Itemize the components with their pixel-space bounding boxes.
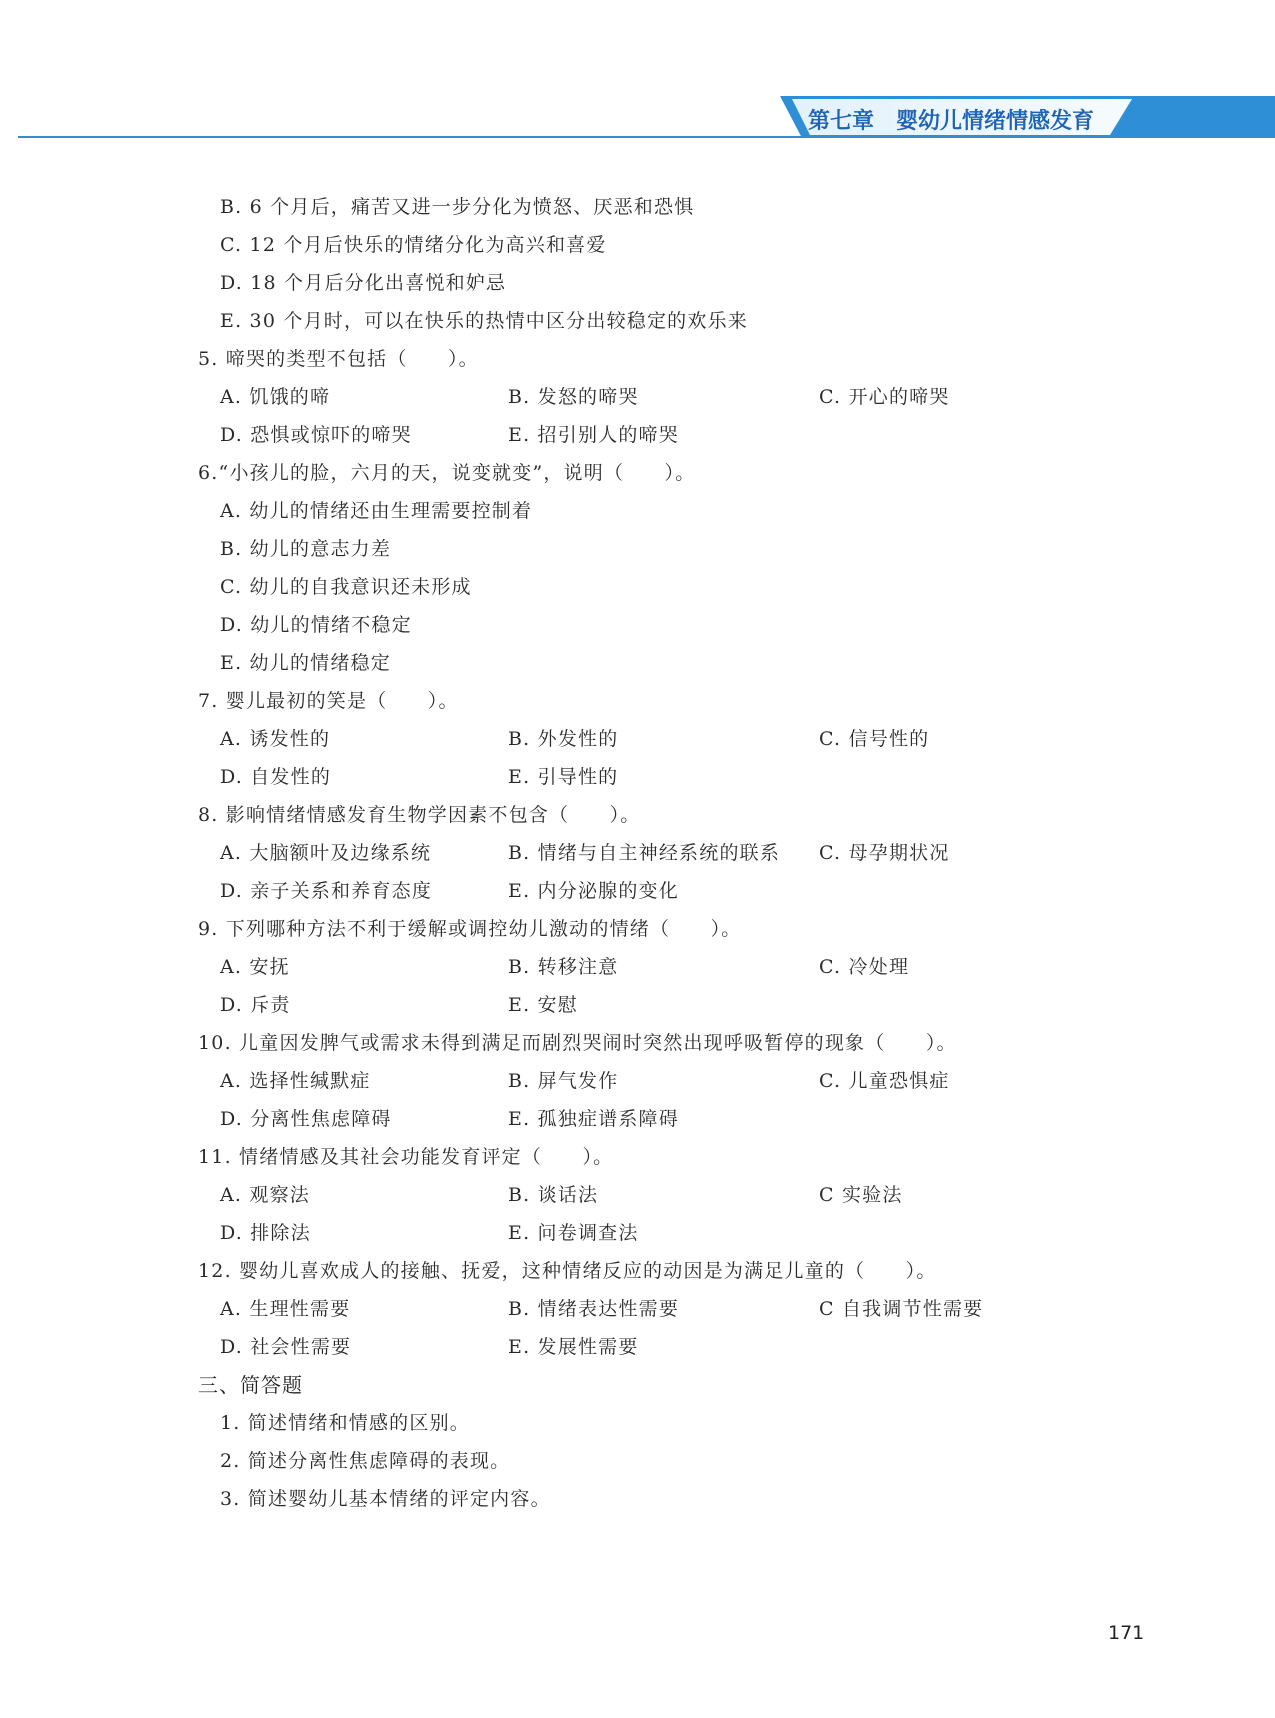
answer-option: C. 母孕期状况 bbox=[819, 842, 950, 864]
page-content bbox=[198, 188, 1078, 1518]
question-line bbox=[198, 1024, 1078, 1062]
question-line bbox=[198, 910, 1078, 948]
answer-option: A. 生理性需要 bbox=[220, 1298, 351, 1320]
answer-option: B. 幼儿的意志力差 bbox=[220, 538, 392, 560]
answer-option: D. 斥责 bbox=[220, 994, 291, 1016]
answer-option: C. 冷处理 bbox=[819, 956, 910, 978]
answer-option: A. 幼儿的情绪还由生理需要控制着 bbox=[220, 500, 533, 522]
answer-option: E. 幼儿的情绪稳定 bbox=[220, 652, 391, 674]
answer-option: A. 诱发性的 bbox=[220, 728, 331, 750]
answer-option: A. 饥饿的啼 bbox=[220, 386, 331, 408]
answer-option: D. 分离性焦虑障碍 bbox=[220, 1108, 392, 1130]
answer-option: A. 大脑额叶及边缘系统 bbox=[220, 842, 432, 864]
option-row bbox=[198, 1214, 1078, 1252]
answer-option: B. 6 个月后，痛苦又进一步分化为愤怒、厌恶和恐惧 bbox=[220, 196, 695, 218]
answer-option: D. 幼儿的情绪不稳定 bbox=[220, 614, 412, 636]
option-line bbox=[198, 492, 1078, 530]
question-line bbox=[198, 1138, 1078, 1176]
question-line bbox=[198, 340, 1078, 378]
answer-option: D. 排除法 bbox=[220, 1222, 311, 1244]
question-line bbox=[198, 796, 1078, 834]
answer-option: B. 屏气发作 bbox=[508, 1070, 619, 1092]
option-row bbox=[198, 1100, 1078, 1138]
answer-option: A. 安抚 bbox=[220, 956, 290, 978]
question-text: 12. 婴幼儿喜欢成人的接触、抚爱，这种情绪反应的动因是为满足儿童的（ ）。 bbox=[198, 1260, 937, 1282]
answer-option: 2. 简述分离性焦虑障碍的表现。 bbox=[220, 1450, 511, 1472]
option-line bbox=[198, 1442, 1078, 1480]
answer-option: D. 18 个月后分化出喜悦和妒忌 bbox=[220, 272, 507, 294]
chapter-number: 第七章 bbox=[808, 109, 875, 134]
option-line bbox=[198, 264, 1078, 302]
question-text: 11. 情绪情感及其社会功能发育评定（ ）。 bbox=[198, 1146, 614, 1168]
question-line bbox=[198, 1252, 1078, 1290]
answer-option: C 实验法 bbox=[819, 1184, 903, 1206]
answer-option: B. 外发性的 bbox=[508, 728, 619, 750]
option-row bbox=[198, 986, 1078, 1024]
answer-option: E. 发展性需要 bbox=[508, 1336, 639, 1358]
answer-option: B. 情绪表达性需要 bbox=[508, 1298, 680, 1320]
chapter-heading bbox=[808, 104, 1094, 135]
answer-option: A. 选择性缄默症 bbox=[220, 1070, 371, 1092]
answer-option: D. 自发性的 bbox=[220, 766, 332, 788]
question-line bbox=[198, 682, 1078, 720]
answer-option: C. 信号性的 bbox=[819, 728, 930, 750]
option-line bbox=[198, 644, 1078, 682]
answer-option: C. 儿童恐惧症 bbox=[819, 1070, 950, 1092]
answer-option: E. 内分泌腺的变化 bbox=[508, 880, 679, 902]
option-line bbox=[198, 188, 1078, 226]
option-row bbox=[198, 1062, 1078, 1100]
option-line bbox=[198, 226, 1078, 264]
answer-option: B. 谈话法 bbox=[508, 1184, 599, 1206]
answer-option: A. 观察法 bbox=[220, 1184, 311, 1206]
option-row bbox=[198, 758, 1078, 796]
answer-option: E. 安慰 bbox=[508, 994, 578, 1016]
answer-option: C. 幼儿的自我意识还未形成 bbox=[220, 576, 472, 598]
question-text: 7. 婴儿最初的笑是（ ）。 bbox=[198, 690, 459, 712]
question-line bbox=[198, 454, 1078, 492]
option-row bbox=[198, 834, 1078, 872]
option-row bbox=[198, 378, 1078, 416]
answer-option: C 自我调节性需要 bbox=[819, 1298, 984, 1320]
answer-option: 3. 简述婴幼儿基本情绪的评定内容。 bbox=[220, 1488, 551, 1510]
option-row bbox=[198, 948, 1078, 986]
section-heading bbox=[198, 1366, 1078, 1404]
answer-option: D. 社会性需要 bbox=[220, 1336, 352, 1358]
question-text: 5. 啼哭的类型不包括（ ）。 bbox=[198, 348, 479, 370]
answer-option: E. 问卷调查法 bbox=[508, 1222, 639, 1244]
option-line bbox=[198, 530, 1078, 568]
answer-option: E. 30 个月时，可以在快乐的热情中区分出较稳定的欢乐来 bbox=[220, 310, 748, 332]
option-row bbox=[198, 1328, 1078, 1366]
answer-option: E. 招引别人的啼哭 bbox=[508, 424, 679, 446]
answer-option: E. 引导性的 bbox=[508, 766, 619, 788]
section-title: 三、简答题 bbox=[198, 1373, 303, 1397]
option-row bbox=[198, 872, 1078, 910]
option-line bbox=[198, 1404, 1078, 1442]
option-line bbox=[198, 568, 1078, 606]
question-text: 10. 儿童因发脾气或需求未得到满足而剧烈哭闹时突然出现呼吸暂停的现象（ ）。 bbox=[198, 1032, 957, 1054]
answer-option: D. 亲子关系和养育态度 bbox=[220, 880, 433, 902]
option-row bbox=[198, 416, 1078, 454]
answer-option: 1. 简述情绪和情感的区别。 bbox=[220, 1412, 470, 1434]
option-row bbox=[198, 1176, 1078, 1214]
option-line bbox=[198, 1480, 1078, 1518]
answer-option: B. 转移注意 bbox=[508, 956, 619, 978]
question-text: 9. 下列哪种方法不利于缓解或调控幼儿激动的情绪（ ）。 bbox=[198, 918, 742, 940]
answer-option: C. 开心的啼哭 bbox=[819, 386, 950, 408]
option-row bbox=[198, 1290, 1078, 1328]
question-text: 6.“小孩儿的脸，六月的天，说变就变”，说明（ ）。 bbox=[198, 462, 696, 484]
answer-option: C. 12 个月后快乐的情绪分化为高兴和喜爱 bbox=[220, 234, 607, 256]
option-line bbox=[198, 606, 1078, 644]
option-line bbox=[198, 302, 1078, 340]
question-text: 8. 影响情绪情感发育生物学因素不包含（ ）。 bbox=[198, 804, 641, 826]
answer-option: B. 情绪与自主神经系统的联系 bbox=[508, 842, 781, 864]
answer-option: D. 恐惧或惊吓的啼哭 bbox=[220, 424, 412, 446]
chapter-title: 婴幼儿情绪情感发育 bbox=[896, 109, 1095, 134]
page-number: 171 bbox=[1108, 1622, 1145, 1644]
answer-option: E. 孤独症谱系障碍 bbox=[508, 1108, 679, 1130]
option-row bbox=[198, 720, 1078, 758]
answer-option: B. 发怒的啼哭 bbox=[508, 386, 639, 408]
